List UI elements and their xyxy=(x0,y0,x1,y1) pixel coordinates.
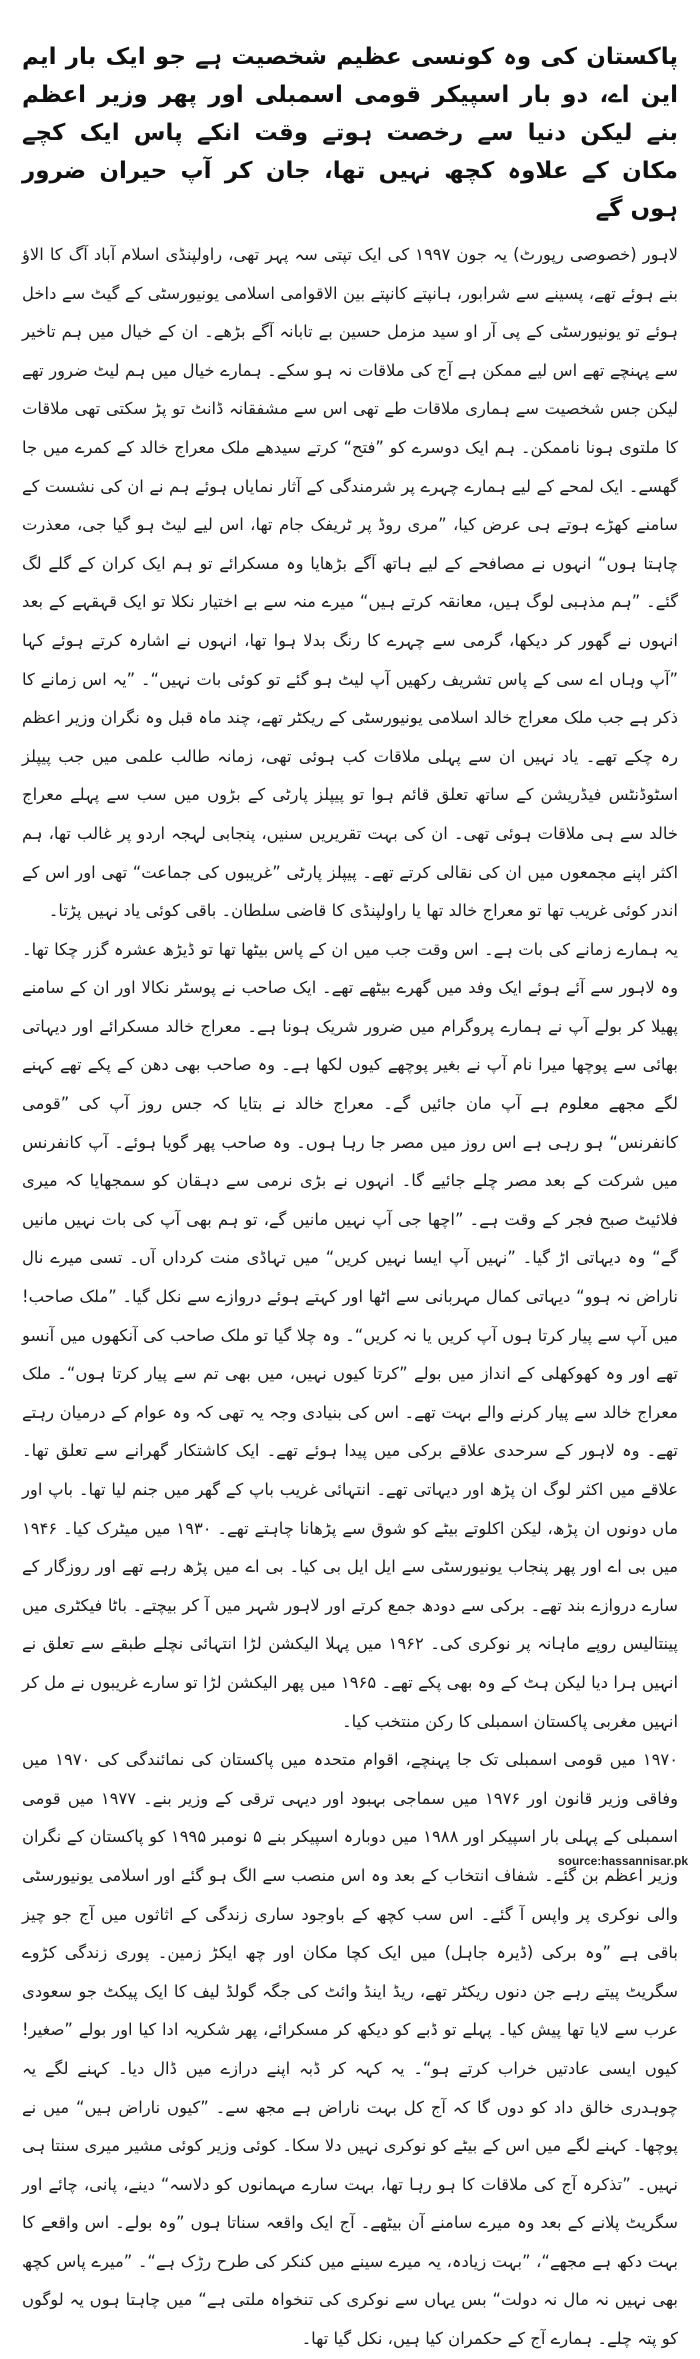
headline: پاکستان کی وہ کونسی عظیم شخصیت ہے جو ایک بار ایم این اے، دو بار اسپیکر قومی اسمبلی اور پھر وزیر اعظم بنے لیکن دنیا سے رخصت ہوتے وقت انکے پاس ایک کچے مکان کے علاوہ کچھ نہیں تھا، جان کر آپ حیران ضرور ہوں گے xyxy=(22,44,678,222)
article-paragraph-1: لاہور (خصوصی رپورٹ) یہ جون ۱۹۹۷ کی ایک تپتی سہ پہر تھی، راولپنڈی اسلام آباد آگ کا الاؤ بنے ہوئے تھے، پسینے سے شرابور، ہانپتے کانپتے بین الاقوامی اسلامی یونیورسٹی کے گیٹ سے داخل ہوئے تو یونیورسٹی کے پی آر او سید مزمل حسین بے تابانہ آگے بڑھے۔ ان کے خیال میں ہم تاخیر سے پہنچے تھے اس لیے ممکن ہے آج کی ملاقات نہ ہو سکے۔ ہمارے خیال میں ہم لیٹ ضرور تھے لیکن جس شخصیت سے ہماری ملاقات طے تھی اس سے مشفقانہ ڈانٹ تو پڑ سکتی تھی ملاقات کا ملتوی ہونا ناممکن۔ ہم ایک دوسرے کو ”فتح“ کرتے سیدھے ملک معراج خالد کے کمرے میں جا گھسے۔ ایک لمحے کے لیے ہمارے چہرے پر شرمندگی کے آثار نمایاں ہوئے ہم نے ان کی نشست کے سامنے کھڑے ہوتے ہی عرض کیا، ”مری روڈ پر ٹریفک جام تھا، اس لیے لیٹ ہو گیا جی، معذرت چاہتا ہوں“ انہوں نے مصافحے کے لیے ہاتھ آگے بڑھایا وہ مسکرائے تو ہم ایک کران کے گلے لگ گئے۔ ”ہم مذہبی لوگ ہیں، معانقہ کرتے ہیں“ میرے منہ سے بے اختیار نکلا تو ایک قہقہے کے بعد انہوں نے گھور کر دیکھا، گرمی سے چہرے کا رنگ بدلا ہوا تھا، انہوں نے اشارہ کرتے ہوئے کہا ”آپ وہاں اے سی کے پاس تشریف رکھیں آپ لیٹ ہو گئے تو کوئی بات نہیں“۔ ”یہ اس زمانے کا ذکر ہے جب ملک معراج خالد اسلامی یونیورسٹی کے ریکٹر تھے، چند ماہ قبل وہ نگران وزیر اعظم رہ چکے تھے۔ یاد نہیں ان سے پہلی ملاقات کب ہوئی تھی، زمانہ طالب علمی میں جب پیپلز اسٹوڈنٹس فیڈریشن کے ساتھ تعلق قائم ہوا تو پیپلز پارٹی کے بڑوں میں سب سے پہلے معراج خالد سے ہی ملاقات ہوئی تھی۔ ان کی بہت تقریریں سنیں، پنجابی لہجہ اردو پر غالب تھا، ہم اکثر اپنے مجمعوں میں ان کی نقالی کرتے تھے۔ پیپلز پارٹی ”غریبوں کی جماعت“ تھی اور اس کے اندر کوئی غریب تھا تو معراج خالد تھا یا راولپنڈی کا قاضی سلطان۔ باقی کوئی یاد نہیں پڑتا۔ xyxy=(22,245,678,921)
source-credit: source:hassannisar.pk xyxy=(557,1854,688,1868)
article-paragraph-3: ۱۹۷۰ میں قومی اسمبلی تک جا پہنچے، اقوام متحدہ میں پاکستان کی نمائندگی کی ۱۹۷۰ میں وفاقی وزیر قانون اور ۱۹۷۶ میں سماجی بہبود اور دیہی ترقی کے وزیر بنے۔ ۱۹۷۷ میں قومی اسمبلی کے پہلی بار اسپیکر اور ۱۹۸۸ میں دوبارہ اسپیکر بنے ۵ نومبر ۱۹۹۵ کو پاکستان کے نگران وزیر اعظم بن گئے۔ شفاف انتخاب کے بعد وہ اس منصب سے الگ ہو گئے اور اسلامی یونیورسٹی والی نوکری پر واپس آ گئے۔ اس سب کچھ کے باوجود ساری زندگی کے اثاثوں میں آج جو چیز باقی ہے ”وہ برکی (ڈیرہ جاہل) میں ایک کچا مکان اور چھ ایکڑ زمین۔ پوری زندگی کڑوے سگریٹ پیتے رہے جن دنوں ریکٹر تھے، ریڈ اینڈ وائٹ کی جگہ گولڈ لیف کا ایک پیکٹ جو سعودی عرب سے لایا تھا پیش کیا۔ پہلے تو ڈبے کو دیکھ کر مسکرائے، پھر شکریہ ادا کیا اور بولے ”صغیر! کیوں ایسی عادتیں خراب کرتے ہو“۔ یہ کہہ کر ڈبہ اپنے درازے میں ڈال دیا۔ کہنے لگے یہ چوہدری خالق داد کو دوں گا کہ آج کل بہت ناراض ہے مجھ سے۔ ”کیوں ناراض ہیں“ میں نے پوچھا۔ کہنے لگے میں اس کے بیٹے کو نوکری نہیں دلا سکا۔ کوئی وزیر کوئی مشیر میری سنتا ہی نہیں۔ ”تذکرہ آج کی ملاقات کا ہو رہا تھا، بہت سارے مہمانوں کو دلاسہ“ دینے، پانی، چائے اور سگریٹ پلانے کے بعد وہ میرے سامنے آن بیٹھے۔ آج ایک واقعہ سناتا ہوں ”وہ بولے۔ اس واقعے کا بہت دکھ ہے مجھے“، ”بہت زیادہ، یہ میرے سینے میں کنکر کی طرح رڑک ہے“۔ ”میرے پاس کچھ بھی نہیں نہ مال نہ دولت“ بس یہاں سے نوکری کی تنخواہ ملتی ہے“ میں چاہتا ہوں یہ لوگوں کو پتہ چلے۔ ہمارے آج کے حکمران کیا ہیں، نکل گیا تھا۔ xyxy=(22,1750,678,2349)
article-body xyxy=(0,228,700,2359)
article-paragraph-2: یہ ہمارے زمانے کی بات ہے۔ اس وقت جب میں ان کے پاس بیٹھا تھا تو ڈیڑھ عشرہ گزر چکا تھا۔ وہ لاہور سے آئے ہوئے ایک وفد میں گھرے بیٹھے تھے۔ ایک صاحب نے پوسٹر نکالا اور ان کے سامنے پھیلا کر بولے آپ نے ہمارے پروگرام میں ضرور شریک ہونا ہے۔ معراج خالد مسکرائے اور دیہاتی بھائی سے پوچھا میرا نام آپ نے بغیر پوچھے کیوں لکھا ہے۔ وہ صاحب بھی دھن کے پکے تھے کہنے لگے مجھے معلوم ہے آپ مان جائیں گے۔ معراج خالد نے بتایا کہ جس روز آپ کی ”قومی کانفرنس“ ہو رہی ہے اس روز میں مصر جا رہا ہوں۔ وہ صاحب پھر گویا ہوئے۔ آپ کانفرنس میں شرکت کے بعد مصر چلے جائیے گا۔ انہوں نے بڑی نرمی سے دہقان کو سمجھایا کہ میری فلائیٹ صبح فجر کے وقت ہے۔ ”اچھا جی آپ نہیں مانیں گے، تو ہم بھی آپ کی بات نہیں مانیں گے“ وہ دیہاتی اڑ گیا۔ ”نہیں آپ ایسا نہیں کریں“ میں تہاڈی منت کرداں آں۔ تسی میرے نال ناراض نہ ہوو“ دیہاتی کمال مہربانی سے اٹھا اور کہتے ہوئے دروازے سے نکل گیا۔ ”ملک صاحب! میں آپ سے پیار کرتا ہوں آپ کریں یا نہ کریں“۔ وہ چلا گیا تو ملک صاحب کی آنکھوں میں آنسو تھے اور وہ کھوکھلی کے انداز میں بولے ”کرتا کیوں نہیں، میں بھی تم سے پیار کرتا ہوں“۔ ملک معراج خالد سے پیار کرنے والے بہت تھے۔ اس کی بنیادی وجہ یہ تھی کہ وہ عوام کے درمیان رہتے تھے۔ وہ لاہور کے سرحدی علاقے برکی میں پیدا ہوئے تھے۔ ایک کاشتکار گھرانے سے تعلق تھا۔ علاقے میں اکثر لوگ ان پڑھ اور دیہاتی تھے۔ انتہائی غریب باپ کے گھر میں جنم لیا تھا۔ باپ اور ماں دونوں ان پڑھ، لیکن اکلوتے بیٹے کو شوق سے پڑھانا چاہتے تھے۔ ۱۹۳۰ میں میٹرک کیا۔ ۱۹۴۶ میں بی اے اور پھر پنجاب یونیورسٹی سے ایل ایل بی کیا۔ بی اے میں پڑھ رہے تھے اور روزگار کے سارے دروازے بند تھے۔ برکی سے دودھ جمع کرتے اور لاہور شہر میں آ کر بیچتے۔ باٹا فیکٹری میں پینتالیس روپے ماہانہ پر نوکری کی۔ ۱۹۶۲ میں پہلا الیکشن لڑا انتہائی نچلے طبقے سے تعلق نے انہیں ہرا دیا لیکن ہٹ کے وہ بھی پکے تھے۔ ۱۹۶۵ میں پھر الیکشن لڑا تو سارے غریبوں نے مل کر انہیں مغربی پاکستان اسمبلی کا رکن منتخب کیا۔ xyxy=(22,939,678,1731)
